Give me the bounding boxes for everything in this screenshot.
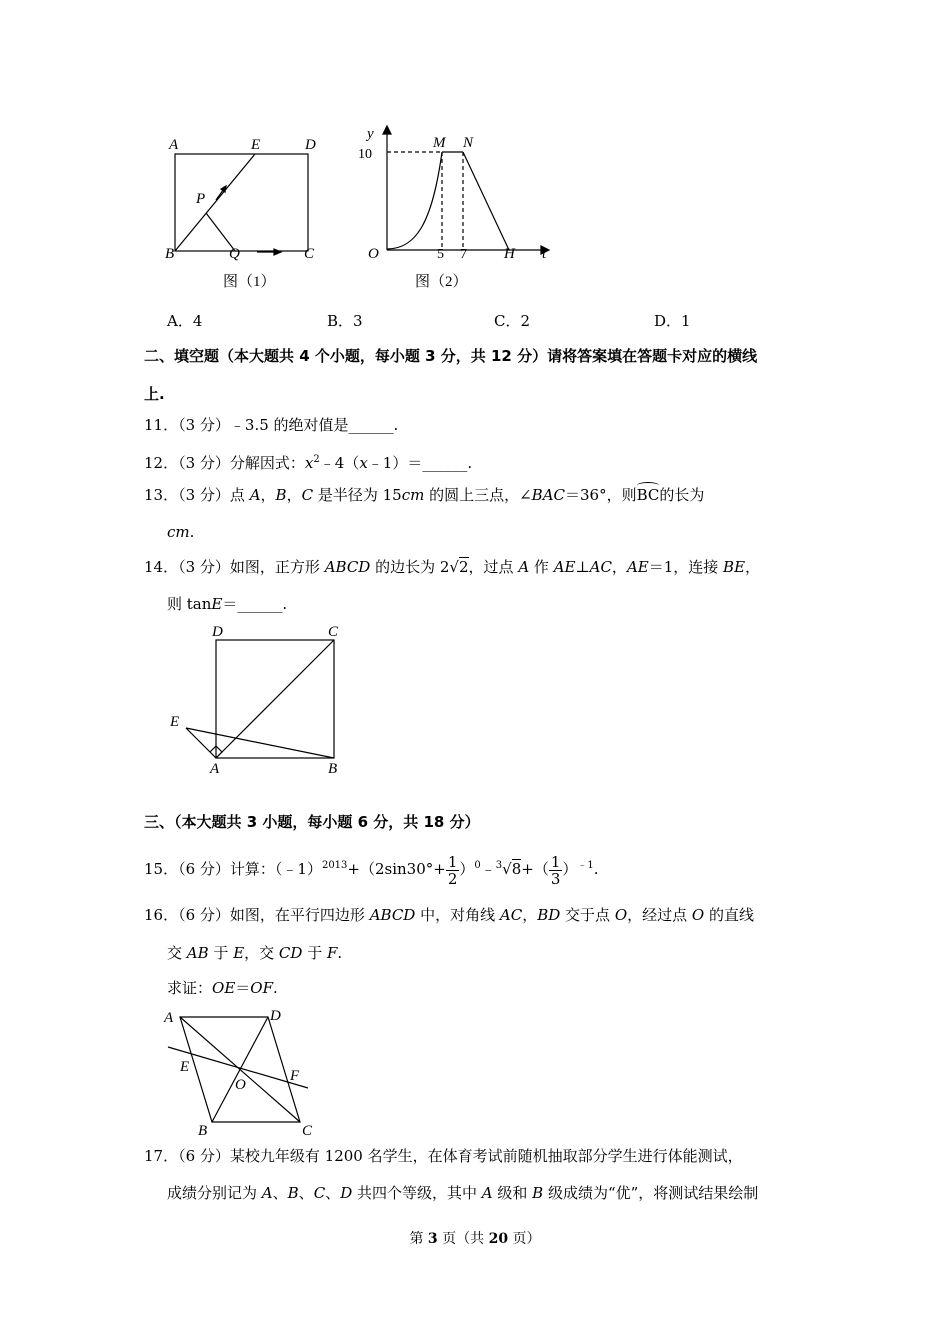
fraction-one-third: $\frac{1}{3}$ — [550, 852, 561, 888]
question-17-line2: 成绩分别记为 A、B、C、D 共四个等级，其中 A 级和 B 级成绩为“优”，将测试结果绘制 — [167, 1184, 759, 1202]
fig1-label-d: D — [305, 137, 316, 153]
figure-1-2 — [150, 120, 570, 295]
fig4-label-e: E — [180, 1059, 190, 1075]
section3-heading: 三、（本大题共 3 小题，每小题 6 分，共 18 分） — [144, 813, 480, 831]
fig2-label-y: y — [367, 126, 374, 142]
question-16: 16．（6 分）如图，在平行四边形 ABCD 中，对角线 AC，BD 交于点 O，经过点 O 的直线 — [144, 906, 754, 924]
fig2-label-h: H — [504, 246, 515, 262]
question-12: 12．（3 分）分解因式：$x^2﹣4(x﹣1)=\_\_\_\_\_\_$. — [144, 454, 473, 472]
figure-3 — [160, 620, 360, 780]
question-17: 17．（6 分）某校九年级有 1200 名学生，在体育考试前随机抽取部分学生进行体能测试， — [144, 1147, 743, 1165]
fig4-label-o: O — [235, 1077, 246, 1093]
fig3-label-d: D — [212, 624, 223, 640]
question-15: 15．（6 分）计算：（﹣1）$^{2013}$+（2sin30°+ $\frac{1}{2}$ ）$^0$﹣$^3$√8+（ $\frac{1}{3}$ ）$^{﹣1}$. — [144, 852, 599, 888]
fig2-label-t: t — [542, 246, 547, 262]
figure-1 — [175, 154, 308, 255]
fig1-label-e: E — [251, 137, 261, 153]
question-14-line2: 则 tanE＝______. — [167, 595, 288, 613]
fig4-label-c: C — [302, 1123, 313, 1139]
cube-root-icon: √ — [502, 860, 512, 878]
arc-bc: BC — [636, 486, 660, 504]
fig2-label-o: O — [368, 246, 379, 262]
question-11: 11．（3 分）﹣3.5 的绝对值是______. — [144, 416, 399, 434]
fig4-label-d: D — [270, 1008, 281, 1024]
sqrt-icon: √ — [449, 558, 459, 576]
fig2-label-n: N — [463, 135, 474, 151]
choice-d: D．1 — [654, 312, 691, 330]
fig4-label-f: F — [290, 1068, 300, 1084]
fig3-label-c: C — [328, 624, 339, 640]
fraction-one-half: $\frac{1}{2}$ — [447, 852, 458, 888]
fig3-label-a: A — [210, 761, 220, 777]
fig2-label-m: M — [433, 135, 446, 151]
choice-c: C．2 — [494, 312, 531, 330]
fig3-label-e: E — [170, 714, 180, 730]
fig1-label-a: A — [169, 137, 179, 153]
fig1-label-p: P — [196, 191, 206, 207]
choice-b: B．3 — [327, 312, 363, 330]
question-13-line2: cm. — [167, 523, 195, 541]
section2-heading-line2: 上. — [144, 385, 165, 403]
question-14: 14．（3 分）如图，正方形 ABCD 的边长为 2√2，过点 A 作 AE⊥AC，AE＝1，连接 BE， — [144, 558, 761, 576]
question-16-line3: 求证：OE＝OF. — [167, 979, 278, 997]
fig2-label-10: 10 — [358, 147, 372, 162]
fig2-label-5: 5 — [437, 247, 444, 262]
fig1-caption: 图（1） — [223, 274, 276, 290]
fig4-label-b: B — [198, 1123, 208, 1139]
page-footer: 第 3 页（共 20 页） — [409, 1231, 541, 1247]
fig1-label-b: B — [165, 246, 175, 262]
section2-heading-line1: 二、填空题（本大题共 4 个小题，每小题 3 分，共 12 分）请将答案填在答题卡对应的横线 — [144, 347, 758, 365]
fig3-label-b: B — [328, 761, 338, 777]
choice-a: A．4 — [167, 312, 203, 330]
figure-4 — [160, 1005, 320, 1140]
fig1-label-q: Q — [229, 246, 240, 262]
fig2-caption: 图（2） — [415, 274, 468, 290]
fig4-label-a: A — [164, 1010, 174, 1026]
question-16-line2: 交 AB 于 E，交 CD 于 F. — [167, 944, 343, 962]
question-13: 13．（3 分）点 A，B，C 是半径为 15cm 的圆上三点，∠BAC＝36°，则BC的长为 — [144, 486, 705, 504]
fig2-label-7: 7 — [460, 247, 467, 262]
fig1-label-c: C — [304, 246, 315, 262]
